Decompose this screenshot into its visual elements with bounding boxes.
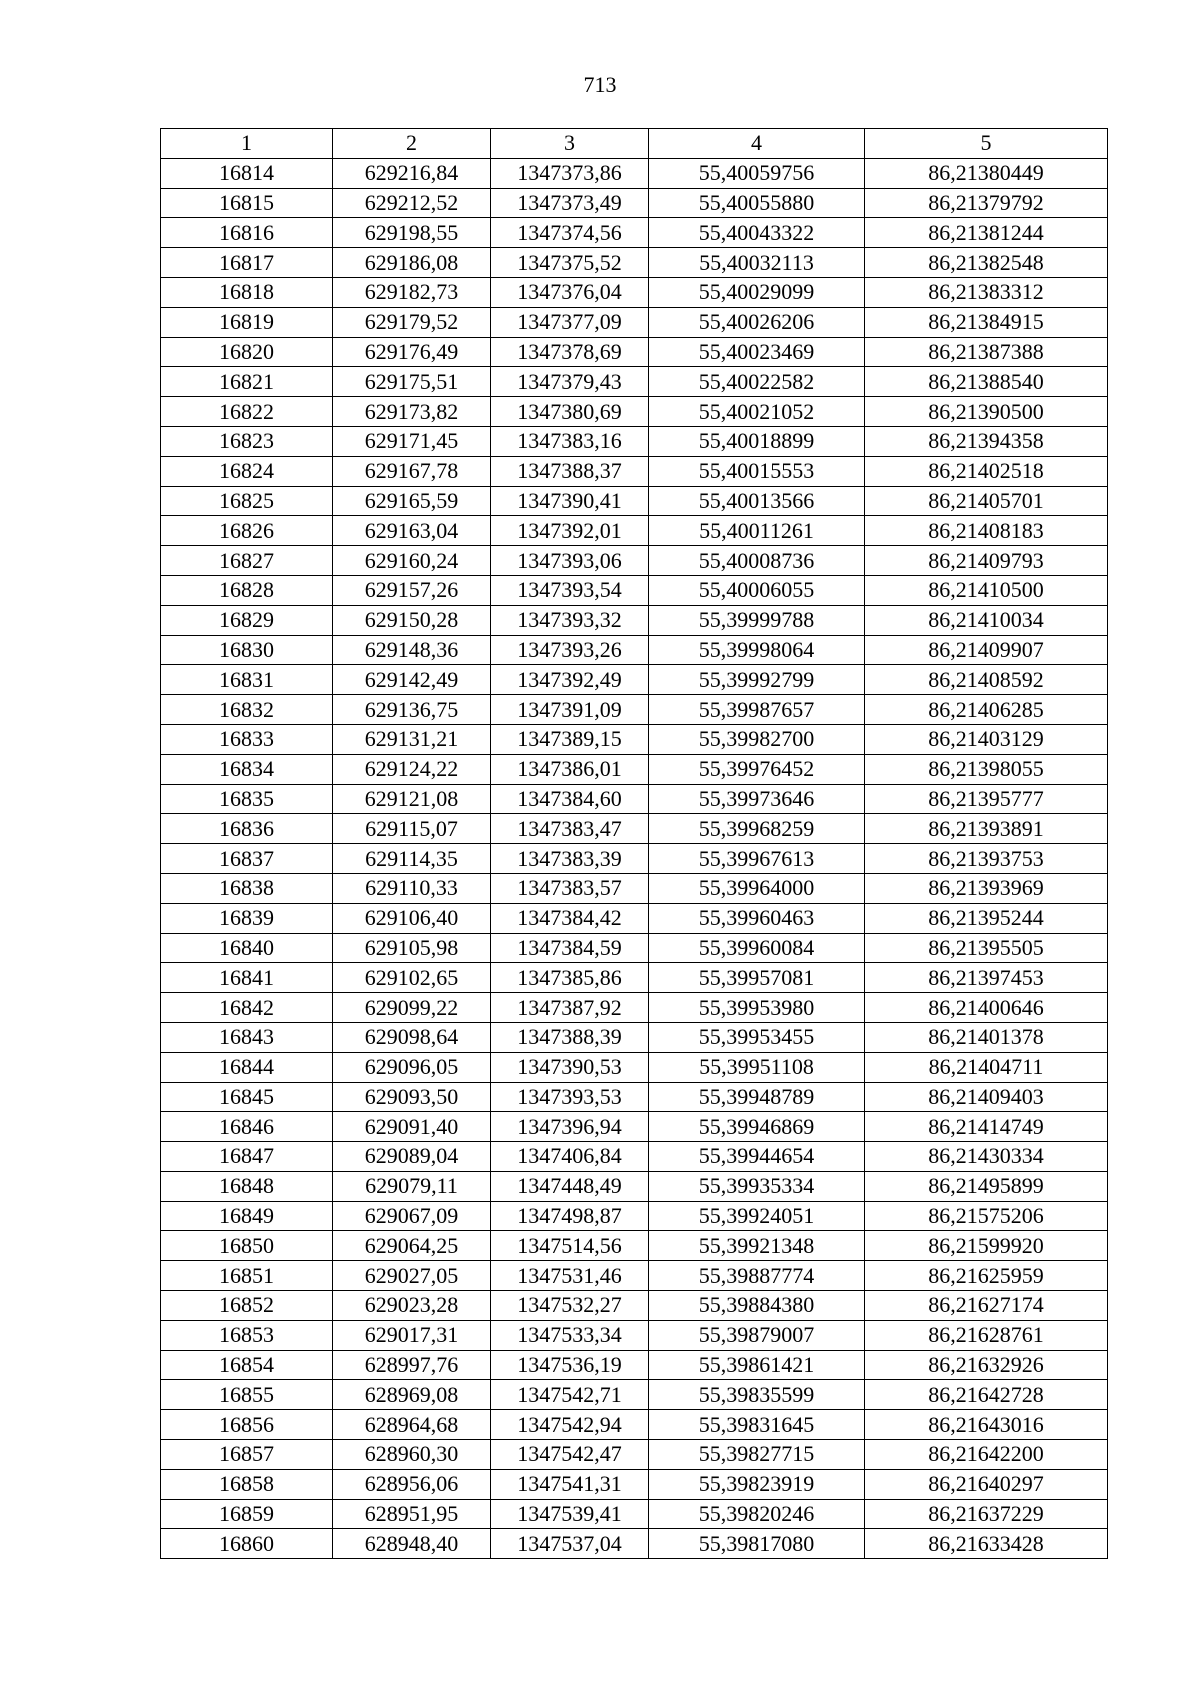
table-row — [161, 1440, 1108, 1470]
y-coordinate-cell: 1347393,06 — [491, 546, 649, 576]
table-row — [161, 1052, 1108, 1082]
x-coordinate-cell: 628951,95 — [333, 1499, 491, 1529]
y-coordinate-cell: 1347514,56 — [491, 1231, 649, 1261]
longitude-cell: 86,21398055 — [865, 754, 1108, 784]
table-row — [161, 1022, 1108, 1052]
table-header-row — [161, 129, 1108, 159]
column-header-1: 1 — [161, 129, 333, 159]
table-row — [161, 844, 1108, 874]
y-coordinate-cell: 1347388,37 — [491, 456, 649, 486]
latitude-cell: 55,39831645 — [649, 1410, 865, 1440]
longitude-cell: 86,21575206 — [865, 1201, 1108, 1231]
point-number-cell: 16835 — [161, 784, 333, 814]
y-coordinate-cell: 1347378,69 — [491, 337, 649, 367]
point-number-cell: 16823 — [161, 426, 333, 456]
latitude-cell: 55,40055880 — [649, 188, 865, 218]
point-number-cell: 16824 — [161, 456, 333, 486]
latitude-cell: 55,39964000 — [649, 873, 865, 903]
latitude-cell: 55,39982700 — [649, 724, 865, 754]
y-coordinate-cell: 1347533,34 — [491, 1320, 649, 1350]
latitude-cell: 55,40013566 — [649, 486, 865, 516]
y-coordinate-cell: 1347383,47 — [491, 814, 649, 844]
point-number-cell: 16821 — [161, 367, 333, 397]
latitude-cell: 55,40011261 — [649, 516, 865, 546]
y-coordinate-cell: 1347391,09 — [491, 695, 649, 725]
longitude-cell: 86,21388540 — [865, 367, 1108, 397]
latitude-cell: 55,39951108 — [649, 1052, 865, 1082]
y-coordinate-cell: 1347448,49 — [491, 1171, 649, 1201]
x-coordinate-cell: 629173,82 — [333, 397, 491, 427]
point-number-cell: 16854 — [161, 1350, 333, 1380]
y-coordinate-cell: 1347389,15 — [491, 724, 649, 754]
table-row — [161, 1142, 1108, 1172]
longitude-cell: 86,21633428 — [865, 1529, 1108, 1559]
longitude-cell: 86,21390500 — [865, 397, 1108, 427]
table-row — [161, 665, 1108, 695]
point-number-cell: 16820 — [161, 337, 333, 367]
latitude-cell: 55,40043322 — [649, 218, 865, 248]
x-coordinate-cell: 629182,73 — [333, 277, 491, 307]
y-coordinate-cell: 1347536,19 — [491, 1350, 649, 1380]
x-coordinate-cell: 629198,55 — [333, 218, 491, 248]
x-coordinate-cell: 629091,40 — [333, 1112, 491, 1142]
table-row — [161, 993, 1108, 1023]
point-number-cell: 16857 — [161, 1440, 333, 1470]
point-number-cell: 16846 — [161, 1112, 333, 1142]
latitude-cell: 55,40029099 — [649, 277, 865, 307]
y-coordinate-cell: 1347385,86 — [491, 963, 649, 993]
page-number: 713 — [583, 72, 617, 97]
x-coordinate-cell: 629167,78 — [333, 456, 491, 486]
table-row — [161, 724, 1108, 754]
point-number-cell: 16851 — [161, 1261, 333, 1291]
point-number-cell: 16855 — [161, 1380, 333, 1410]
latitude-cell: 55,40021052 — [649, 397, 865, 427]
y-coordinate-cell: 1347373,49 — [491, 188, 649, 218]
point-number-cell: 16847 — [161, 1142, 333, 1172]
longitude-cell: 86,21395505 — [865, 933, 1108, 963]
x-coordinate-cell: 628997,76 — [333, 1350, 491, 1380]
table-row — [161, 784, 1108, 814]
longitude-cell: 86,21387388 — [865, 337, 1108, 367]
table-row — [161, 1261, 1108, 1291]
x-coordinate-cell: 629079,11 — [333, 1171, 491, 1201]
longitude-cell: 86,21379792 — [865, 188, 1108, 218]
y-coordinate-cell: 1347390,41 — [491, 486, 649, 516]
x-coordinate-cell: 629136,75 — [333, 695, 491, 725]
longitude-cell: 86,21409793 — [865, 546, 1108, 576]
latitude-cell: 55,39827715 — [649, 1440, 865, 1470]
longitude-cell: 86,21495899 — [865, 1171, 1108, 1201]
longitude-cell: 86,21393753 — [865, 844, 1108, 874]
x-coordinate-cell: 629096,05 — [333, 1052, 491, 1082]
latitude-cell: 55,39884380 — [649, 1291, 865, 1321]
longitude-cell: 86,21393969 — [865, 873, 1108, 903]
longitude-cell: 86,21430334 — [865, 1142, 1108, 1172]
longitude-cell: 86,21409403 — [865, 1082, 1108, 1112]
y-coordinate-cell: 1347392,01 — [491, 516, 649, 546]
table-body — [161, 158, 1108, 1558]
table-row — [161, 248, 1108, 278]
latitude-cell: 55,39924051 — [649, 1201, 865, 1231]
x-coordinate-cell: 629163,04 — [333, 516, 491, 546]
longitude-cell: 86,21400646 — [865, 993, 1108, 1023]
latitude-cell: 55,40015553 — [649, 456, 865, 486]
point-number-cell: 16819 — [161, 307, 333, 337]
x-coordinate-cell: 629105,98 — [333, 933, 491, 963]
y-coordinate-cell: 1347537,04 — [491, 1529, 649, 1559]
y-coordinate-cell: 1347383,16 — [491, 426, 649, 456]
latitude-cell: 55,39987657 — [649, 695, 865, 725]
longitude-cell: 86,21409907 — [865, 635, 1108, 665]
latitude-cell: 55,40008736 — [649, 546, 865, 576]
point-number-cell: 16856 — [161, 1410, 333, 1440]
y-coordinate-cell: 1347393,53 — [491, 1082, 649, 1112]
y-coordinate-cell: 1347531,46 — [491, 1261, 649, 1291]
point-number-cell: 16825 — [161, 486, 333, 516]
table-row — [161, 1469, 1108, 1499]
longitude-cell: 86,21632926 — [865, 1350, 1108, 1380]
x-coordinate-cell: 629160,24 — [333, 546, 491, 576]
x-coordinate-cell: 629124,22 — [333, 754, 491, 784]
table-row — [161, 337, 1108, 367]
point-number-cell: 16834 — [161, 754, 333, 784]
table-row — [161, 814, 1108, 844]
table-row — [161, 605, 1108, 635]
x-coordinate-cell: 629099,22 — [333, 993, 491, 1023]
longitude-cell: 86,21410500 — [865, 575, 1108, 605]
y-coordinate-cell: 1347393,54 — [491, 575, 649, 605]
latitude-cell: 55,40026206 — [649, 307, 865, 337]
x-coordinate-cell: 628960,30 — [333, 1440, 491, 1470]
y-coordinate-cell: 1347542,71 — [491, 1380, 649, 1410]
latitude-cell: 55,39817080 — [649, 1529, 865, 1559]
longitude-cell: 86,21625959 — [865, 1261, 1108, 1291]
table-row — [161, 1082, 1108, 1112]
y-coordinate-cell: 1347376,04 — [491, 277, 649, 307]
point-number-cell: 16852 — [161, 1291, 333, 1321]
point-number-cell: 16842 — [161, 993, 333, 1023]
latitude-cell: 55,39948789 — [649, 1082, 865, 1112]
table-row — [161, 963, 1108, 993]
table-row — [161, 397, 1108, 427]
x-coordinate-cell: 629093,50 — [333, 1082, 491, 1112]
table-row — [161, 158, 1108, 188]
point-number-cell: 16814 — [161, 158, 333, 188]
x-coordinate-cell: 629157,26 — [333, 575, 491, 605]
latitude-cell: 55,39823919 — [649, 1469, 865, 1499]
table-row — [161, 1320, 1108, 1350]
y-coordinate-cell: 1347393,32 — [491, 605, 649, 635]
latitude-cell: 55,39998064 — [649, 635, 865, 665]
table-row — [161, 546, 1108, 576]
table-row — [161, 1291, 1108, 1321]
x-coordinate-cell: 629131,21 — [333, 724, 491, 754]
latitude-cell: 55,39879007 — [649, 1320, 865, 1350]
table-row — [161, 516, 1108, 546]
point-number-cell: 16818 — [161, 277, 333, 307]
point-number-cell: 16833 — [161, 724, 333, 754]
table-row — [161, 1171, 1108, 1201]
y-coordinate-cell: 1347539,41 — [491, 1499, 649, 1529]
point-number-cell: 16845 — [161, 1082, 333, 1112]
latitude-cell: 55,39835599 — [649, 1380, 865, 1410]
y-coordinate-cell: 1347542,47 — [491, 1440, 649, 1470]
y-coordinate-cell: 1347386,01 — [491, 754, 649, 784]
latitude-cell: 55,39953455 — [649, 1022, 865, 1052]
x-coordinate-cell: 629114,35 — [333, 844, 491, 874]
point-number-cell: 16860 — [161, 1529, 333, 1559]
x-coordinate-cell: 629023,28 — [333, 1291, 491, 1321]
column-header-5: 5 — [865, 129, 1108, 159]
longitude-cell: 86,21642200 — [865, 1440, 1108, 1470]
table-row — [161, 277, 1108, 307]
longitude-cell: 86,21410034 — [865, 605, 1108, 635]
longitude-cell: 86,21397453 — [865, 963, 1108, 993]
x-coordinate-cell: 629121,08 — [333, 784, 491, 814]
longitude-cell: 86,21642728 — [865, 1380, 1108, 1410]
y-coordinate-cell: 1347373,86 — [491, 158, 649, 188]
point-number-cell: 16828 — [161, 575, 333, 605]
table-row — [161, 1410, 1108, 1440]
table-row — [161, 486, 1108, 516]
x-coordinate-cell: 628964,68 — [333, 1410, 491, 1440]
x-coordinate-cell: 628948,40 — [333, 1529, 491, 1559]
point-number-cell: 16858 — [161, 1469, 333, 1499]
x-coordinate-cell: 629148,36 — [333, 635, 491, 665]
table-row — [161, 1529, 1108, 1559]
point-number-cell: 16826 — [161, 516, 333, 546]
longitude-cell: 86,21414749 — [865, 1112, 1108, 1142]
y-coordinate-cell: 1347396,94 — [491, 1112, 649, 1142]
y-coordinate-cell: 1347379,43 — [491, 367, 649, 397]
x-coordinate-cell: 629186,08 — [333, 248, 491, 278]
table-row — [161, 754, 1108, 784]
longitude-cell: 86,21405701 — [865, 486, 1108, 516]
latitude-cell: 55,39973646 — [649, 784, 865, 814]
table-row — [161, 218, 1108, 248]
x-coordinate-cell: 629067,09 — [333, 1201, 491, 1231]
table-row — [161, 1231, 1108, 1261]
y-coordinate-cell: 1347383,57 — [491, 873, 649, 903]
y-coordinate-cell: 1347383,39 — [491, 844, 649, 874]
point-number-cell: 16838 — [161, 873, 333, 903]
x-coordinate-cell: 629212,52 — [333, 188, 491, 218]
point-number-cell: 16831 — [161, 665, 333, 695]
longitude-cell: 86,21381244 — [865, 218, 1108, 248]
x-coordinate-cell: 629175,51 — [333, 367, 491, 397]
longitude-cell: 86,21380449 — [865, 158, 1108, 188]
table-row — [161, 367, 1108, 397]
latitude-cell: 55,39921348 — [649, 1231, 865, 1261]
latitude-cell: 55,39967613 — [649, 844, 865, 874]
latitude-cell: 55,39968259 — [649, 814, 865, 844]
y-coordinate-cell: 1347384,59 — [491, 933, 649, 963]
table-row — [161, 933, 1108, 963]
longitude-cell: 86,21382548 — [865, 248, 1108, 278]
latitude-cell: 55,39999788 — [649, 605, 865, 635]
table-row — [161, 1380, 1108, 1410]
y-coordinate-cell: 1347375,52 — [491, 248, 649, 278]
longitude-cell: 86,21643016 — [865, 1410, 1108, 1440]
point-number-cell: 16822 — [161, 397, 333, 427]
point-number-cell: 16850 — [161, 1231, 333, 1261]
latitude-cell: 55,40022582 — [649, 367, 865, 397]
x-coordinate-cell: 629150,28 — [333, 605, 491, 635]
point-number-cell: 16837 — [161, 844, 333, 874]
x-coordinate-cell: 629110,33 — [333, 873, 491, 903]
latitude-cell: 55,40023469 — [649, 337, 865, 367]
latitude-cell: 55,39953980 — [649, 993, 865, 1023]
y-coordinate-cell: 1347384,60 — [491, 784, 649, 814]
y-coordinate-cell: 1347377,09 — [491, 307, 649, 337]
longitude-cell: 86,21404711 — [865, 1052, 1108, 1082]
table-row — [161, 1201, 1108, 1231]
longitude-cell: 86,21395244 — [865, 903, 1108, 933]
y-coordinate-cell: 1347384,42 — [491, 903, 649, 933]
latitude-cell: 55,40059756 — [649, 158, 865, 188]
longitude-cell: 86,21395777 — [865, 784, 1108, 814]
y-coordinate-cell: 1347532,27 — [491, 1291, 649, 1321]
point-number-cell: 16827 — [161, 546, 333, 576]
longitude-cell: 86,21383312 — [865, 277, 1108, 307]
table-row — [161, 635, 1108, 665]
latitude-cell: 55,39946869 — [649, 1112, 865, 1142]
latitude-cell: 55,39960084 — [649, 933, 865, 963]
x-coordinate-cell: 629176,49 — [333, 337, 491, 367]
latitude-cell: 55,39887774 — [649, 1261, 865, 1291]
x-coordinate-cell: 629106,40 — [333, 903, 491, 933]
longitude-cell: 86,21408592 — [865, 665, 1108, 695]
longitude-cell: 86,21403129 — [865, 724, 1108, 754]
latitude-cell: 55,39957081 — [649, 963, 865, 993]
latitude-cell: 55,39960463 — [649, 903, 865, 933]
table-row — [161, 456, 1108, 486]
longitude-cell: 86,21640297 — [865, 1469, 1108, 1499]
point-number-cell: 16815 — [161, 188, 333, 218]
x-coordinate-cell: 629027,05 — [333, 1261, 491, 1291]
x-coordinate-cell: 628969,08 — [333, 1380, 491, 1410]
latitude-cell: 55,39935334 — [649, 1171, 865, 1201]
x-coordinate-cell: 628956,06 — [333, 1469, 491, 1499]
point-number-cell: 16859 — [161, 1499, 333, 1529]
point-number-cell: 16836 — [161, 814, 333, 844]
table-row — [161, 1499, 1108, 1529]
longitude-cell: 86,21402518 — [865, 456, 1108, 486]
longitude-cell: 86,21637229 — [865, 1499, 1108, 1529]
x-coordinate-cell: 629216,84 — [333, 158, 491, 188]
table-row — [161, 903, 1108, 933]
y-coordinate-cell: 1347388,39 — [491, 1022, 649, 1052]
x-coordinate-cell: 629171,45 — [333, 426, 491, 456]
point-number-cell: 16849 — [161, 1201, 333, 1231]
coordinates-table — [160, 128, 1108, 1559]
table-row — [161, 426, 1108, 456]
x-coordinate-cell: 629098,64 — [333, 1022, 491, 1052]
longitude-cell: 86,21394358 — [865, 426, 1108, 456]
x-coordinate-cell: 629142,49 — [333, 665, 491, 695]
y-coordinate-cell: 1347392,49 — [491, 665, 649, 695]
longitude-cell: 86,21406285 — [865, 695, 1108, 725]
table-row — [161, 307, 1108, 337]
column-header-3: 3 — [491, 129, 649, 159]
y-coordinate-cell: 1347406,84 — [491, 1142, 649, 1172]
x-coordinate-cell: 629165,59 — [333, 486, 491, 516]
y-coordinate-cell: 1347541,31 — [491, 1469, 649, 1499]
y-coordinate-cell: 1347393,26 — [491, 635, 649, 665]
point-number-cell: 16816 — [161, 218, 333, 248]
table-row — [161, 188, 1108, 218]
table-row — [161, 1350, 1108, 1380]
y-coordinate-cell: 1347498,87 — [491, 1201, 649, 1231]
longitude-cell: 86,21627174 — [865, 1291, 1108, 1321]
longitude-cell: 86,21408183 — [865, 516, 1108, 546]
point-number-cell: 16841 — [161, 963, 333, 993]
point-number-cell: 16840 — [161, 933, 333, 963]
table-row — [161, 695, 1108, 725]
table-row — [161, 1112, 1108, 1142]
latitude-cell: 55,39861421 — [649, 1350, 865, 1380]
latitude-cell: 55,39944654 — [649, 1142, 865, 1172]
x-coordinate-cell: 629017,31 — [333, 1320, 491, 1350]
latitude-cell: 55,39992799 — [649, 665, 865, 695]
x-coordinate-cell: 629115,07 — [333, 814, 491, 844]
x-coordinate-cell: 629089,04 — [333, 1142, 491, 1172]
latitude-cell: 55,40032113 — [649, 248, 865, 278]
x-coordinate-cell: 629179,52 — [333, 307, 491, 337]
point-number-cell: 16843 — [161, 1022, 333, 1052]
latitude-cell: 55,39820246 — [649, 1499, 865, 1529]
y-coordinate-cell: 1347542,94 — [491, 1410, 649, 1440]
x-coordinate-cell: 629102,65 — [333, 963, 491, 993]
point-number-cell: 16830 — [161, 635, 333, 665]
point-number-cell: 16832 — [161, 695, 333, 725]
latitude-cell: 55,40018899 — [649, 426, 865, 456]
table-row — [161, 575, 1108, 605]
point-number-cell: 16848 — [161, 1171, 333, 1201]
longitude-cell: 86,21628761 — [865, 1320, 1108, 1350]
latitude-cell: 55,40006055 — [649, 575, 865, 605]
point-number-cell: 16839 — [161, 903, 333, 933]
longitude-cell: 86,21393891 — [865, 814, 1108, 844]
longitude-cell: 86,21384915 — [865, 307, 1108, 337]
x-coordinate-cell: 629064,25 — [333, 1231, 491, 1261]
column-header-2: 2 — [333, 129, 491, 159]
table-row — [161, 873, 1108, 903]
point-number-cell: 16829 — [161, 605, 333, 635]
column-header-4: 4 — [649, 129, 865, 159]
longitude-cell: 86,21599920 — [865, 1231, 1108, 1261]
y-coordinate-cell: 1347380,69 — [491, 397, 649, 427]
longitude-cell: 86,21401378 — [865, 1022, 1108, 1052]
latitude-cell: 55,39976452 — [649, 754, 865, 784]
y-coordinate-cell: 1347387,92 — [491, 993, 649, 1023]
y-coordinate-cell: 1347374,56 — [491, 218, 649, 248]
y-coordinate-cell: 1347390,53 — [491, 1052, 649, 1082]
point-number-cell: 16817 — [161, 248, 333, 278]
point-number-cell: 16844 — [161, 1052, 333, 1082]
point-number-cell: 16853 — [161, 1320, 333, 1350]
